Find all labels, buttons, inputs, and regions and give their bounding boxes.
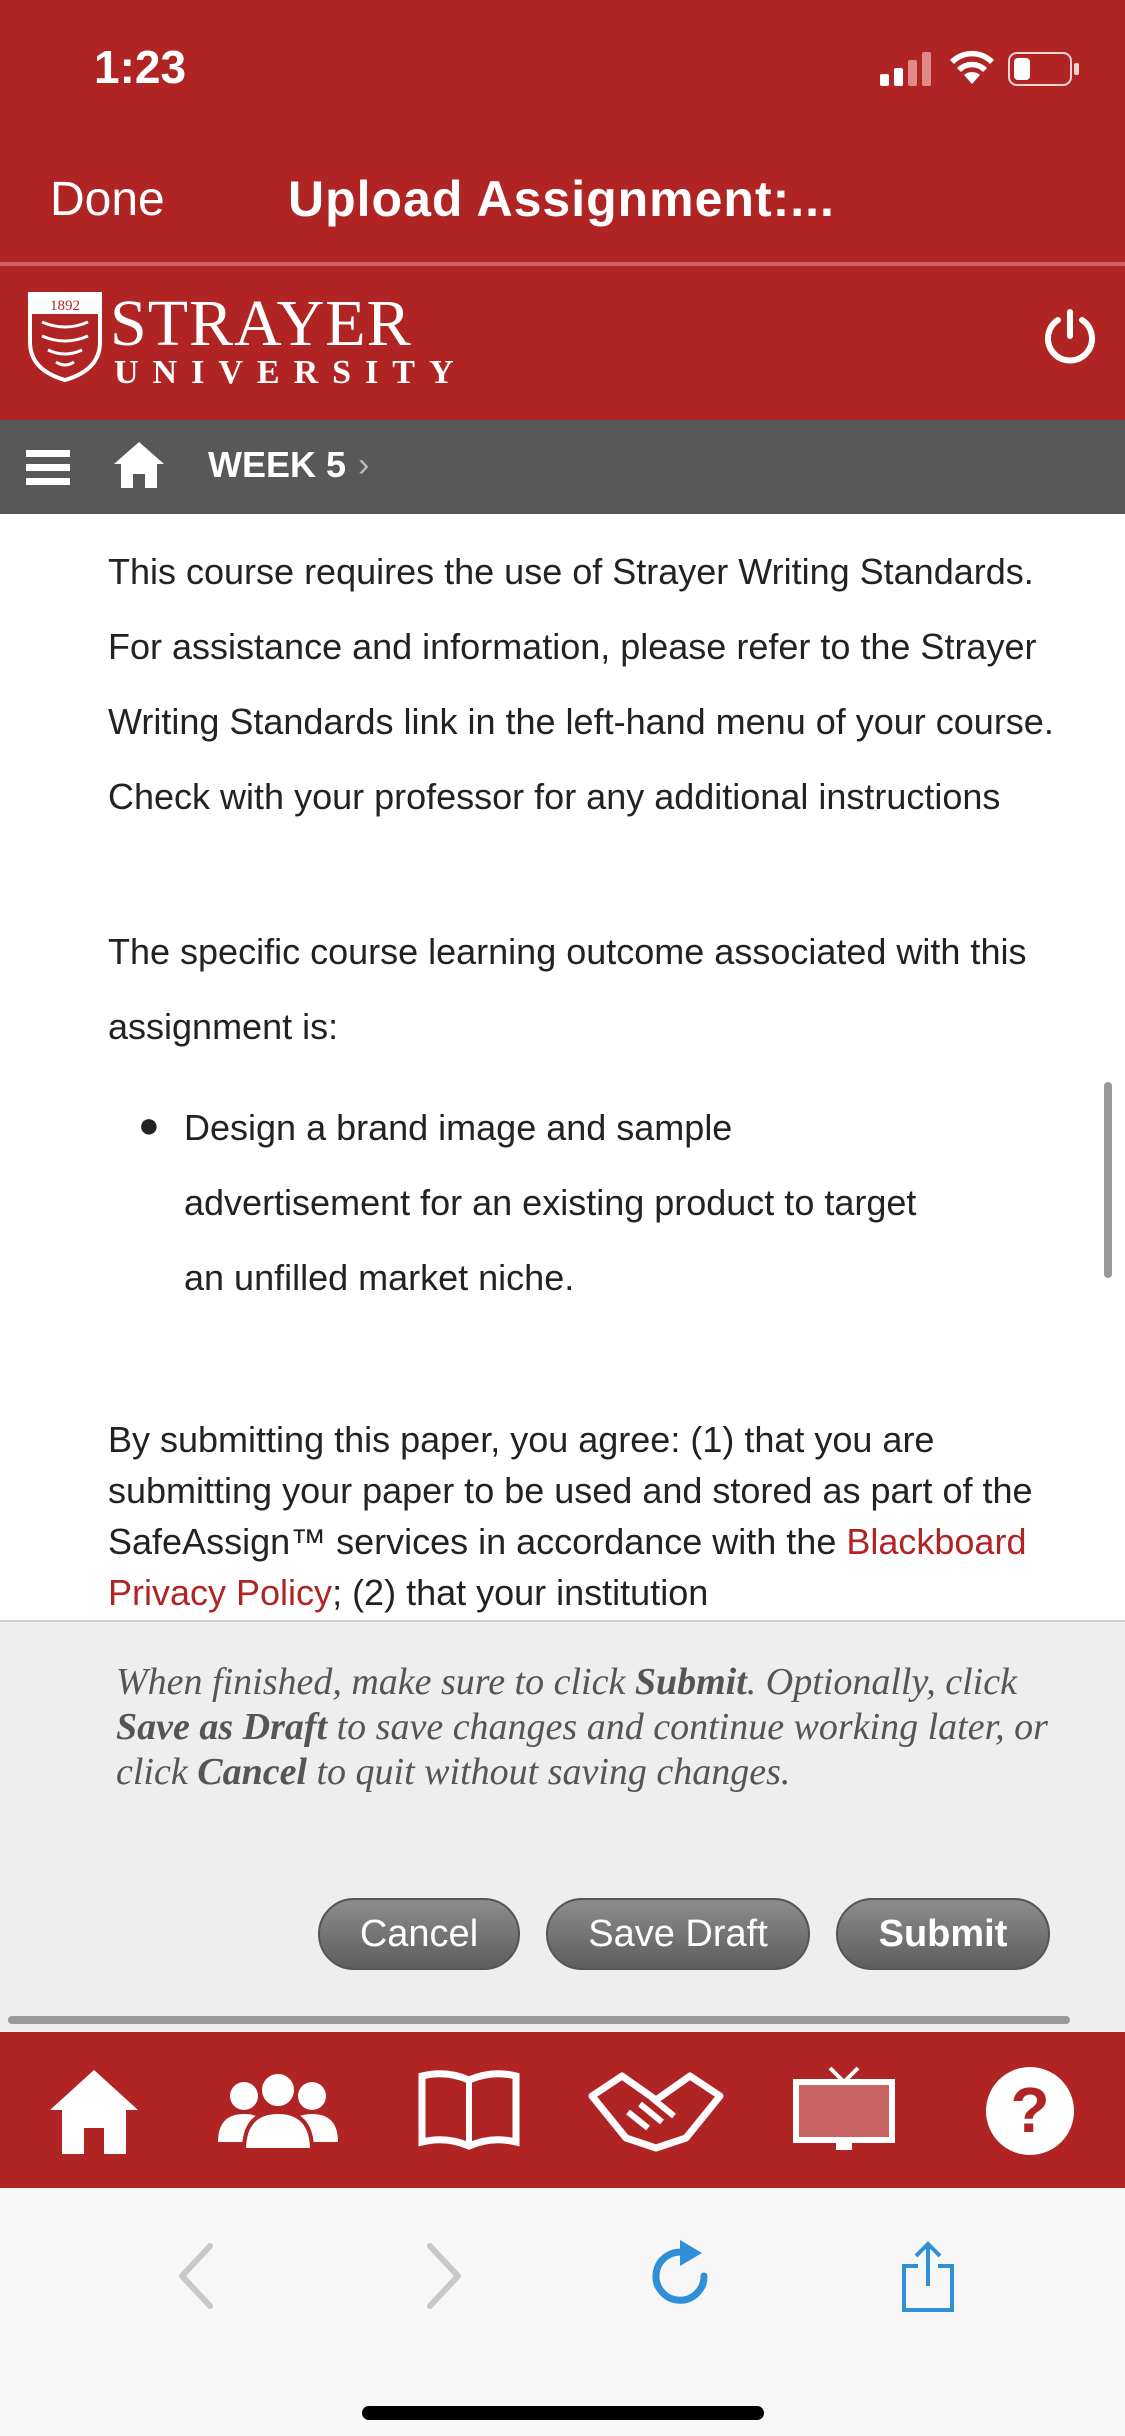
brand-subtitle: UNIVERSITY xyxy=(114,354,468,391)
msg-cancel: Cancel xyxy=(197,1751,307,1793)
agreement-paragraph xyxy=(108,1414,1068,1618)
submit-panel xyxy=(0,1620,1125,2032)
done-button[interactable]: Done xyxy=(50,173,165,226)
book-icon[interactable] xyxy=(416,2066,522,2156)
agreement-text-start: By submitting this paper, you agree: (1) that you are submitting your paper to be used and stored as part of the SafeAssign™ services in accordance with the xyxy=(108,1419,1033,1562)
home-indicator[interactable] xyxy=(362,2406,764,2420)
help-icon[interactable] xyxy=(982,2066,1078,2156)
people-icon[interactable] xyxy=(210,2066,346,2156)
share-icon[interactable] xyxy=(898,2240,958,2312)
handshake-icon[interactable] xyxy=(588,2066,724,2156)
power-icon[interactable] xyxy=(1040,306,1100,366)
instructions-paragraph: This course requires the use of Strayer Writing Standards. For assistance and information, please refer to the Strayer Writing Standards link in the left-hand menu of your course. Check with your professor for any additional instructions xyxy=(108,551,1054,817)
msg-part: to quit without saving changes. xyxy=(307,1751,791,1793)
brand-name: STRAYER xyxy=(110,287,412,360)
brand-bar xyxy=(0,266,1125,420)
submit-button[interactable]: Submit xyxy=(836,1898,1050,1970)
privacy-policy-link[interactable]: Blackboard Privacy Policy xyxy=(108,1521,1027,1613)
nav-header xyxy=(0,140,1125,266)
vertical-scrollbar[interactable] xyxy=(1104,1082,1112,1278)
msg-part: When finished, make sure to click xyxy=(116,1661,635,1703)
msg-part: . Optionally, click xyxy=(746,1661,1017,1703)
bullet-dot: ● xyxy=(138,1104,160,1145)
outcome-list-item: Design a brand image and sample advertisement for an existing product to target an unfilled market niche. xyxy=(184,1107,917,1298)
outcome-paragraph: The specific course learning outcome associated with this assignment is: xyxy=(108,931,1027,1047)
battery-icon xyxy=(1008,52,1080,86)
back-icon[interactable] xyxy=(168,2240,228,2312)
university-shield-logo xyxy=(28,292,102,382)
status-time: 1:23 xyxy=(94,41,187,93)
bottom-tab-bar xyxy=(0,2032,1125,2188)
home-icon[interactable] xyxy=(112,440,166,490)
horizontal-scrollbar[interactable] xyxy=(8,2016,1070,2024)
forward-icon[interactable] xyxy=(412,2240,472,2312)
breadcrumb-week[interactable]: WEEK 5 xyxy=(208,444,347,485)
shield-year: 1892 xyxy=(50,298,80,314)
assignment-content xyxy=(0,514,1125,1620)
svg-text:?: ? xyxy=(1010,2074,1050,2146)
msg-draft: Save as Draft xyxy=(116,1706,328,1748)
browser-toolbar xyxy=(0,2188,1125,2436)
status-bar xyxy=(0,0,1125,140)
monitor-icon[interactable] xyxy=(792,2066,896,2156)
reload-icon[interactable] xyxy=(646,2240,720,2312)
submit-instructions xyxy=(116,1660,1096,1795)
chevron-right-icon: › xyxy=(358,446,370,484)
breadcrumb xyxy=(0,420,1125,514)
signal-icon xyxy=(880,52,932,86)
msg-submit: Submit xyxy=(634,1661,747,1703)
home-icon[interactable] xyxy=(46,2066,142,2156)
agreement-text-end: ; (2) that your institution xyxy=(332,1572,709,1613)
msg-part: to save changes and continue working later, or click xyxy=(116,1706,1048,1793)
cancel-button[interactable]: Cancel xyxy=(318,1898,520,1970)
page-title: Upload Assignment:... xyxy=(288,171,835,227)
save-draft-button[interactable]: Save Draft xyxy=(546,1898,810,1970)
wifi-icon xyxy=(948,48,996,86)
menu-icon[interactable] xyxy=(26,448,70,486)
